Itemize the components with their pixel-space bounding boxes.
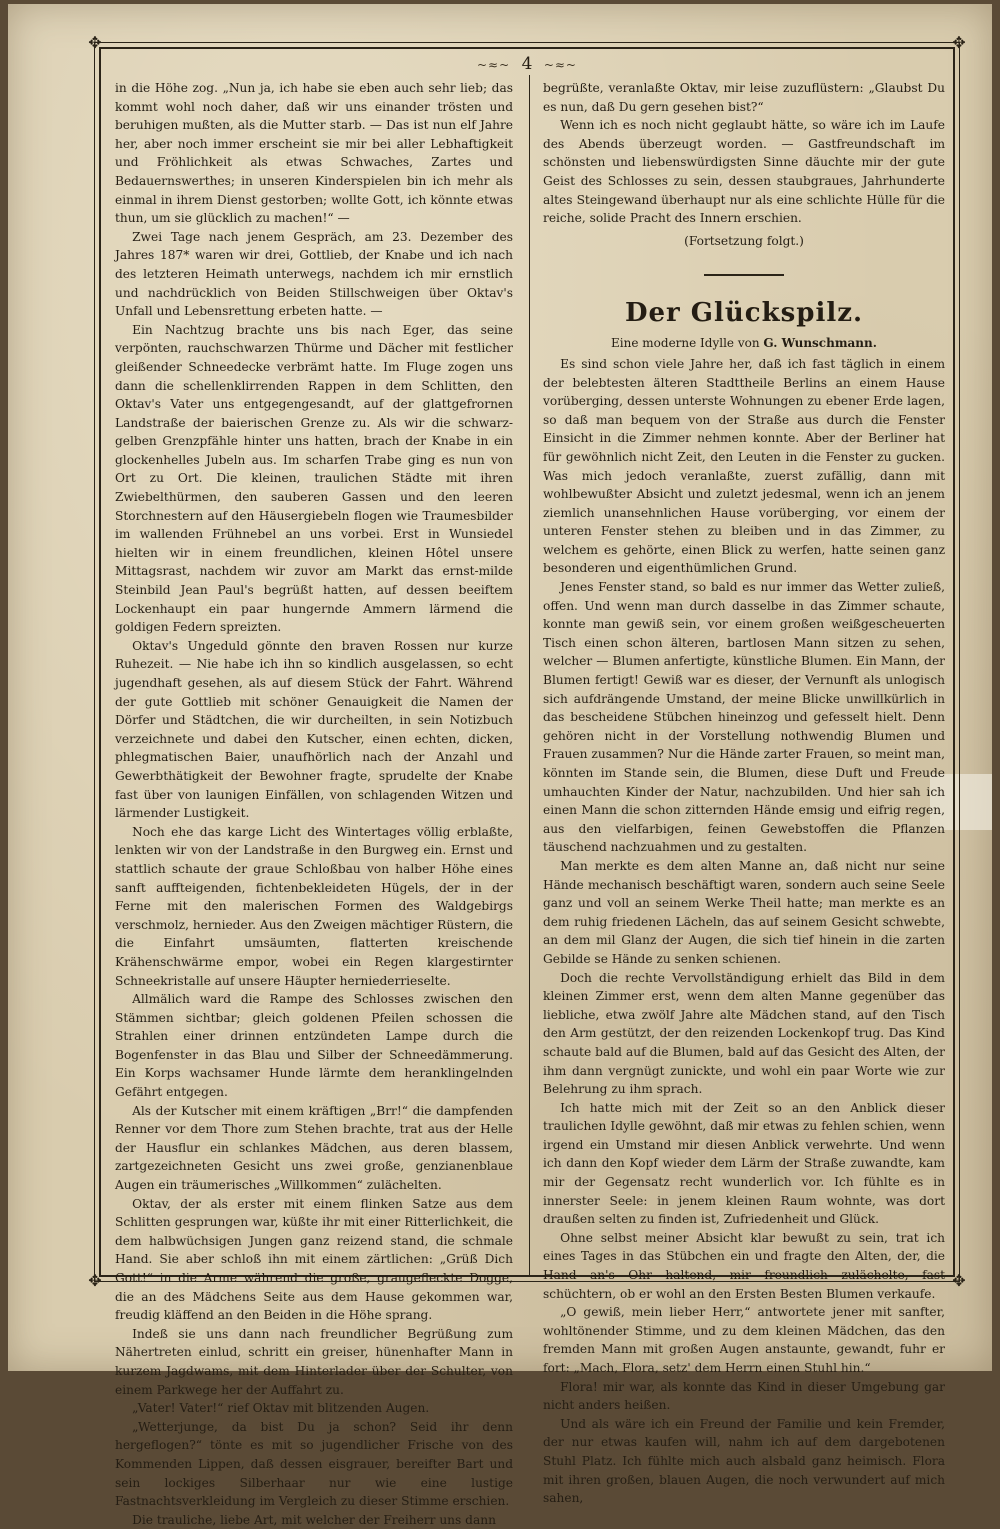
corner-ornament-icon: ✥: [88, 1271, 102, 1290]
header-ornament-right: ~≈~: [543, 58, 577, 72]
paragraph: Noch ehe das karge Licht des Wintertages völlig erblaßte, lenkten wir von der Landstraße in den Burgweg ein. Ernst und stattlich schaute der graue Schloßbau von halber Höhe eines sanft auffteigenden, fichtenbekleideten Hügels, der in der Ferne mit den malerischen Formen des Waldgebirgs verschmolz, hernieder. Aus den Zweigen mächtiger Rüstern, die die Einfahrt umsäumten, flatterten kreischende Krähenschwärme empor, wobei ein Regen klargestirnter Schneekristalle auf unsere Häupter herniederrieselte.: [115, 824, 513, 988]
header-ornament-left: ~≈~: [477, 58, 511, 72]
paragraph: Oktav, der als erster mit einem flinken Satze aus dem Schlitten gesprungen war, küßte ihr mit einer Ritterlichkeit, die dem halbwüchsigen Jungen ganz reizend stand, die schmale Hand. Sie aber schloß ihn mit einem zärtlichen: „Grüß Dich Gott!“ in die Arme während die große, graugefleckte Dogge, die an des Mädchens Seite aus dem Hause gekommen war, freudig kläffend an den Beiden in die Höhe sprang.: [115, 1196, 513, 1323]
story-title: Der Glückspilz.: [624, 298, 864, 329]
paragraph: Oktav's Ungeduld gönnte den braven Rossen nur kurze Ruhezeit. — Nie habe ich ihn so kindlich ausgelassen, so echt jugendhaft gesehen, als auf diesem Stück der Fahrt. Während der gute Gottlieb mit schöner Genauigkeit die Namen der Dörfer und Städtchen, die wir durcheilten, in sein Notizbuch verzeichnete und dabei den Kutscher, einen echten, dicken, phlegmatischen Baier, unaufhörlich nach der Anzahl und Gewerbthätigkeit der Bewohner fragte, sprudelte der Knabe fast über von launigen Einfällen, von schlagenden Witzen und lärmender Lustigkeit.: [115, 638, 513, 821]
paragraph: Allmälich ward die Rampe des Schlosses zwischen den Stämmen sichtbar; gleich goldenen Pfeilen schossen die Strahlen einer drinnen entzündeten Lampe durch die Bogenfenster in das Blau und Silber der Schneedämmerung. Ein Korps wachsamer Hunde lärmte dem heranklingelnden Gefährt entgegen.: [115, 992, 513, 1100]
paragraph: begrüßte, veranlaßte Oktav, mir leise zuzuflüstern: „Glaubst Du es nun, daß Du gern gesehen bist?“: [543, 81, 945, 114]
paragraph: Als der Kutscher mit einem kräftigen „Brr!“ die dampfenden Renner vor dem Thore zum Stehen brachte, trat aus der Helle der Hausflur ein schlankes Mädchen, aus deren blassem, zartgezeichneten Gesicht uns zwei große, genzianenblaue Augen ein träumerisches „Willkommen“ zulächelten.: [115, 1103, 513, 1193]
paragraph: Indeß sie uns dann nach freundlicher Begrüßung zum Nähertreten einlud, schritt ein greiser, hünenhafter Mann in kurzem Jagdwams, mit dem Hinterlader über der Schulter, von einem Parkwege her der Auffahrt zu.: [115, 1326, 513, 1397]
corner-ornament-icon: ✥: [88, 33, 102, 52]
paragraph: in die Höhe zog. „Nun ja, ich habe sie eben auch sehr lieb; das kommt wohl noch daher, daß wir uns einander trösten und beruhigen mußten, als die Mutter starb. — Das ist nun elf Jahre her, aber noch immer erscheint sie mir bei aller Lebhaftigkeit und Fröhlichkeit als etwas Schwaches, Zartes und Bedauernswerthes; in unseren Kinderspielen bin ich mehr als einmal in ihrem Dienst gestorben; wollte Gott, ich könnte etwas thun, um sie glücklich zu machen!“ —: [115, 81, 513, 226]
paragraph: Doch die rechte Vervollständigung erhielt das Bild in dem kleinen Zimmer erst, wenn dem alten Manne gegenüber das liebliche, etwa zwölf Jahre alte Mädchen stand, auf den Tisch den Arm gestützt, der den reizenden Lockenkopf trug. Das Kind schaute bald auf die Blumen, bald auf das Gesicht des Alten, der ihm dann vergnügt zunickte, und wohl ein paar Worte wie zur Belehrung zu ihm sprach.: [543, 970, 945, 1097]
paragraph: Es sind schon viele Jahre her, daß ich fast täglich in einem der belebtesten älteren Stadttheile Berlins an einem Hause vorüberging, dessen unterste Wohnungen zu ebener Erde lagen, so daß man bequem von der Straße aus durch die Fenster Einsicht in die Zimmer nehmen konnte. Aber der Berliner hat für gewöhnlich nicht Zeit, den Leuten in die Fenster zu gucken. Was mich jedoch veranlaßte, zuerst zufällig, dann mit wohlbewußter Absicht und zuletzt jedesmal, wenn ich an jenem ziemlich unansehnlichen Hause vorüberging, vor einem der unteren Fenster stehen zu bleiben und in das Zimmer, zu welchem es gehörte, einen Blick zu werfen, hatte seinen ganz besonderen und eigenthümlichen Grund.: [543, 356, 945, 576]
left-column: [115, 79, 513, 1529]
section-divider: [704, 274, 784, 276]
paragraph: „O gewiß, mein lieber Herr,“ antwortete jener mit sanfter, wohltönender Stimme, und zu dem kleinen Mädchen, das den fremden Mann mit großen Augen anstaunte, gewandt, fuhr er fort: „Mach, Flora, setz' dem Herrn einen Stuhl hin.“: [543, 1305, 945, 1375]
paragraph: Ohne selbst meiner Absicht klar bewußt zu sein, trat ich eines Tages in das Stübchen ein und fragte den Alten, der, die Hand an's Ohr haltend, mir freundlich zulächelte, fast schüchtern, ob er wohl an den Ersten Besten Blumen verkaufe.: [543, 1230, 945, 1301]
corner-ornament-icon: ✥: [952, 33, 966, 52]
paragraph: Ein Nachtzug brachte uns bis nach Eger, das seine verpönten, rauchschwarzen Thürme und Dächer mit festlicher gleißender Schneedecke verbrämt hatte. Im Fluge zogen uns dann die schellenklirrenden Rappen in dem Schlitten, den Oktav's Vater uns entgegengesandt, auf der glattgefrornen Landstraße der baierischen Grenze zu. Als wir die schwarz-gelben Grenzpfähle hinter uns hatten, brach der Knabe in ein glockenhelles Jubeln aus. Im scharfen Trabe ging es nun von Ort zu Ort. Die kleinen, traulichen Städte mit ihren Zwiebelthürmen, den sauberen Gassen und den leeren Storchnestern auf den Häusergiebeln flogen wie Traumesbilder im wallenden Frühnebel an uns vorbei. Erst in Wunsiedel hielten wir in einem freundlichen, kleinen Hôtel unsere Mittagsrast, nachdem wir zuvor am Markt das ernst-milde Steinbild Jean Paul's begrüßt hatten, auf dessen beeiftem Lockenhaupt ein paar hungernde Ammern lärmend die goldigen Federn spreizten.: [115, 322, 513, 635]
paragraph: Man merkte es dem alten Manne an, daß nicht nur seine Hände mechanisch beschäftigt waren, sondern auch seine Seele ganz und voll an seinem Werke Theil hatte; man merkte es an dem ruhig friedenen Lächeln, das auf seinem Gesicht schwebte, an dem mil Glanz der Augen, die sich tief hinein in die zarten Gebilde se Hände zu senken schienen.: [543, 858, 945, 966]
story-byline: [543, 334, 945, 353]
paragraph: Zwei Tage nach jenem Gespräch, am 23. Dezember des Jahres 187* waren wir drei, Gottlieb, der Knabe und ich nach des letzteren Heimath unterwegs, nachdem ich mir ernstlich und nachdrücklich von Beiden Stillschweigen über Oktav's Unfall und Lebensrettung erbeten hatte. —: [115, 229, 513, 319]
continued-note: (Fortsetzung folgt.): [684, 233, 804, 248]
paragraph: Die trauliche, liebe Art, mit welcher der Freiherr uns dann: [132, 1512, 496, 1527]
paragraph: Flora! mir war, als konnte das Kind in dieser Umgebung gar nicht anders heißen.: [543, 1379, 945, 1413]
newspaper-page: [8, 4, 992, 1527]
column-divider: [529, 75, 530, 1275]
page-number: 4: [521, 54, 533, 74]
corner-ornament-icon: ✥: [952, 1271, 966, 1290]
paragraph: „Wetterjunge, da bist Du ja schon? Seid ihr denn hergeflogen?“ tönte es mit so jugendlicher Frische von des Kommenden Lippen, daß dessen eisgrauer, bereifter Bart und sein lockiges Silberhaar nur wie eine lustige Fastnachtsverkleidung im Vergleich zu dieser Stimme erschien.: [115, 1419, 513, 1509]
page-header: [95, 53, 959, 76]
right-column: [543, 79, 945, 1508]
paragraph: Ich hatte mich mit der Zeit so an den Anblick dieser traulichen Idylle gewöhnt, daß mir etwas zu fehlen schien, wenn irgend ein Umstand mir diesen Anblick verwehrte. Und wenn ich dann den Kopf wieder dem Lärm der Straße zuwandte, kam mir der Gegensatz recht wunderlich vor. Ich fühlte es in innerster Seele: in jenem kleinen Raum wohnte, was dort draußen selten zu finden ist, Zufriedenheit und Glück.: [543, 1100, 945, 1227]
paragraph: Wenn ich es noch nicht geglaubt hätte, so wäre ich im Laufe des Abends überzeugt worden. — Gastfreundschaft im schönsten und liebenswürdigsten Sinne däuchte mir der gute Geist des Schlosses zu sein, dessen staubgraues, Jahrhunderte altes Steingewand überhaupt nur als eine schlichte Hülle für die reiche, solide Pracht des Innern erschien.: [543, 118, 945, 226]
author-name: G. Wunschmann.: [763, 336, 877, 351]
byline-prefix: Eine moderne Idylle von: [611, 336, 760, 351]
paragraph: Und als wäre ich ein Freund der Familie und kein Fremder, der nur etwas kaufen will, nahm ich auf dem dargebotenen Stuhl Platz. Ich fühlte mich auch alsbald ganz heimisch. Flora mit ihren großen, blauen Augen, die noch verwundert auf mich sahen,: [543, 1416, 945, 1506]
paragraph: „Vater! Vater!“ rief Oktav mit blitzenden Augen.: [132, 1401, 430, 1416]
paragraph: Jenes Fenster stand, so bald es nur immer das Wetter zuließ, offen. Und wenn man durch dasselbe in das Zimmer schaute, konnte man gewiß sein, vor einem großen weißgescheuerten Tisch einen schon älteren, bartlosen Mann sitzen zu sehen, welcher — Blumen anfertigte, künstliche Blumen. Ein Mann, der Blumen fertigt! Gewiß war es dieser, der Vernunft als unlogisch sich aufdrängende Umstand, der meine Blicke unwillkürlich in das bescheidene Stübchen hineinzog und gefesselt hielt. Denn gehören nicht in der Vorstellung nothwendig Blumen und Frauen zusammen? Nur die Hände zarter Frauen, so meint man, könnten im Stande sein, die Blumen, diese Duft und Freude umhauchten Kinder der Natur, nachzubilden. Und hier sah ich einen Mann die schon zitternden Hände emsig und eifrig regen, aus den vielfarbigen, feinen Gewebstoffen die Pflanzen täuschend nachzuahmen und zu gestalten.: [543, 580, 945, 855]
page-frame: [88, 33, 966, 1527]
